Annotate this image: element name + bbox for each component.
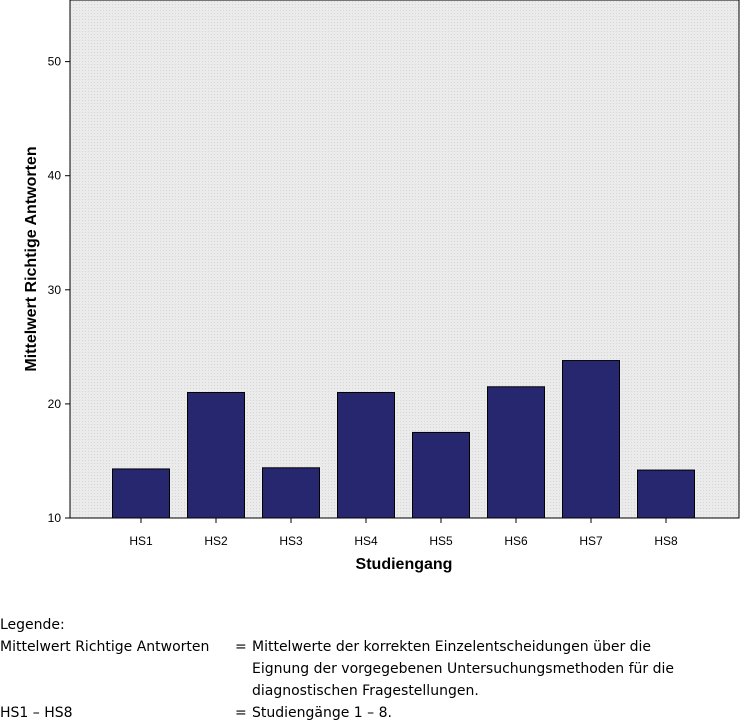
x-tick-label: HS7: [579, 534, 603, 548]
y-tick-label: 30: [47, 282, 61, 297]
bar-hs4: [338, 392, 395, 518]
legend-separator: =: [235, 639, 247, 655]
legend-term: Mittelwert Richtige Antworten: [0, 639, 210, 655]
bar-hs8: [638, 470, 695, 518]
y-axis-title: Mittelwert Richtige Antworten: [23, 146, 40, 372]
legend-entry-continuation: [0, 680, 740, 702]
y-axis: [48, 55, 70, 525]
legend-heading-text: Legende:: [0, 617, 65, 633]
x-tick-label: HS6: [504, 534, 528, 548]
legend-entry: [0, 636, 740, 658]
x-tick-label: HS3: [279, 534, 303, 548]
bar-hs2: [188, 392, 245, 518]
x-axis-title: Studiengang: [355, 556, 453, 573]
legend-definition-line: diagnostischen Fragestellungen.: [252, 683, 479, 699]
x-tick-label: HS8: [654, 534, 678, 548]
bar-hs3: [263, 468, 320, 518]
legend-separator: =: [235, 705, 247, 721]
bar-hs6: [488, 387, 545, 518]
legend-definition-line: Studiengänge 1 – 8.: [252, 705, 392, 721]
x-tick-label: HS2: [204, 534, 228, 548]
legend-entry-continuation: [0, 658, 740, 680]
bar-hs7: [563, 361, 620, 518]
bar-hs5: [413, 432, 470, 518]
legend-definition-line: Eignung der vorgegebenen Untersuchungsmethoden für die: [252, 661, 674, 677]
x-axis: [129, 518, 678, 548]
x-tick-label: HS5: [429, 534, 453, 548]
legend-term: HS1 – HS8: [0, 705, 73, 721]
x-tick-label: HS1: [129, 534, 153, 548]
legend: [0, 614, 740, 724]
legend-heading: [0, 614, 740, 636]
x-tick-label: HS4: [354, 534, 378, 548]
legend-definition-line: Mittelwerte der korrekten Einzelentscheidungen über die: [252, 639, 652, 655]
plot-area: [70, 0, 739, 518]
legend-entry: [0, 702, 740, 724]
y-tick-label: 10: [47, 511, 61, 525]
y-tick-label: 50: [47, 54, 61, 69]
y-tick-label: 20: [47, 396, 61, 411]
y-tick-label: 40: [47, 168, 61, 183]
bar-hs1: [113, 469, 170, 518]
